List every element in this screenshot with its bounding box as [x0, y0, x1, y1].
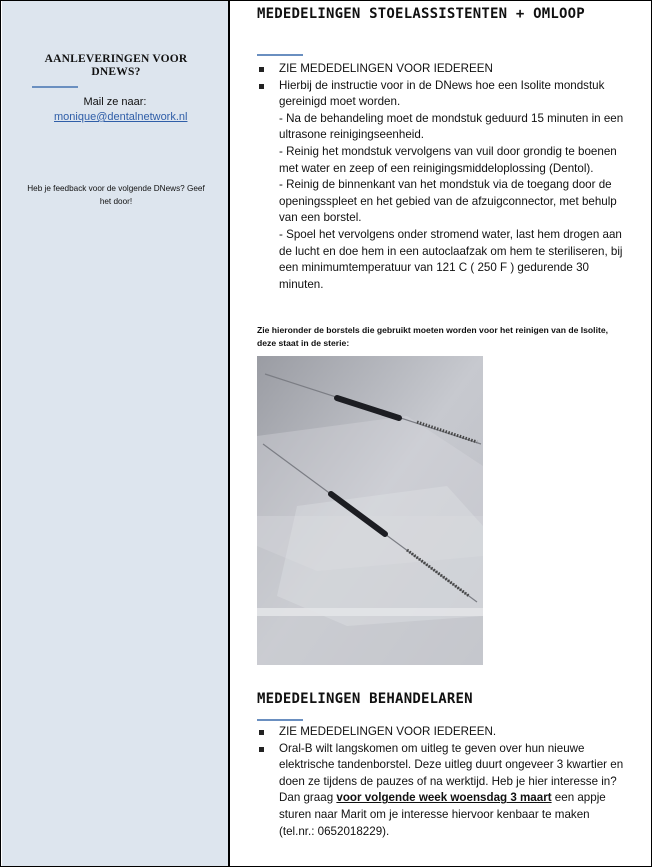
heading-underline [257, 719, 303, 721]
photo-caption: Zie hieronder de borstels die gebruikt moeten worden voor het reinigen van de Isolite, deze staat in de sterie: [257, 325, 608, 348]
instruction-step: - Na de behandeling moet de mondstuk geduurd 15 minuten in een ultrasone reinigingseenheid. [279, 111, 624, 142]
deadline-emphasis: voor volgende week woensdag 3 maart [336, 791, 552, 805]
instruction-step: - Reinig het mondstuk vervolgens van vuil door grondig te boenen met water en zeep of een reinigingsmiddeloplossing (Dentol). [279, 144, 617, 175]
list-item [257, 741, 627, 841]
instruction-step: - Reinig de binnenkant van het mondstuk via de toegang door de openingsspleet en het gebied van de afzuigconnector, met behulp van een borstel. [279, 178, 617, 225]
assistants-list [257, 61, 627, 293]
instruction-intro: Hierbij de instructie voor in de DNews hoe een Isolite mondstuk gereinigd moet worden. [279, 78, 605, 109]
practitioners-list [257, 724, 627, 840]
list-item-text: ZIE MEDEDELINGEN VOOR IEDEREEN [279, 62, 493, 75]
list-item [257, 78, 627, 294]
heading-underline [257, 54, 303, 56]
instruction-step: - Spoel het vervolgens onder stromend water, last hem drogen aan de lucht en doe hem in een autoclaafzak om hem te steriliseren, bij een minimumtemperatuur van 121 C ( 250 F ) gedurende 30 minuten. [279, 227, 623, 291]
list-item [257, 724, 627, 741]
oralb-text-end: een appje sturen naar Marit om je interesse hiervoor kenbaar te maken (tel.nr.: 0652018229). [279, 791, 606, 838]
oralb-text-start: Oral-B wilt langskomen om uitleg te geven over hun nieuwe elektrische tandenborstel. Deze uitleg duurt ongeveer 3 kwartier en doen ze tijdens de pauzes of na werktijd. Heb je hier interesse in? Dan graag [279, 741, 624, 805]
section-heading-practitioners: MEDEDELINGEN BEHANDELAREN [257, 691, 473, 707]
feedback-note: Heb je feedback voor de volgende DNews? Geef het door! [27, 184, 205, 206]
brushes-photo-image [257, 356, 483, 665]
list-item [257, 61, 627, 78]
mail-label: Mail ze naar: [83, 96, 147, 108]
sidebar [2, 1, 230, 866]
section-heading-assistants: MEDEDELINGEN STOELASSISTENTEN + OMLOOP [257, 6, 585, 22]
sidebar-title: AANLEVERINGEN VOOR DNEWS? [44, 53, 188, 78]
main-content [230, 1, 652, 866]
list-item-text: ZIE MEDEDELINGEN VOOR IEDEREEN. [279, 725, 497, 738]
email-link[interactable]: monique@dentalnetwork.nl [54, 111, 188, 123]
sidebar-title-underline [32, 86, 78, 88]
brushes-photo [257, 356, 483, 665]
